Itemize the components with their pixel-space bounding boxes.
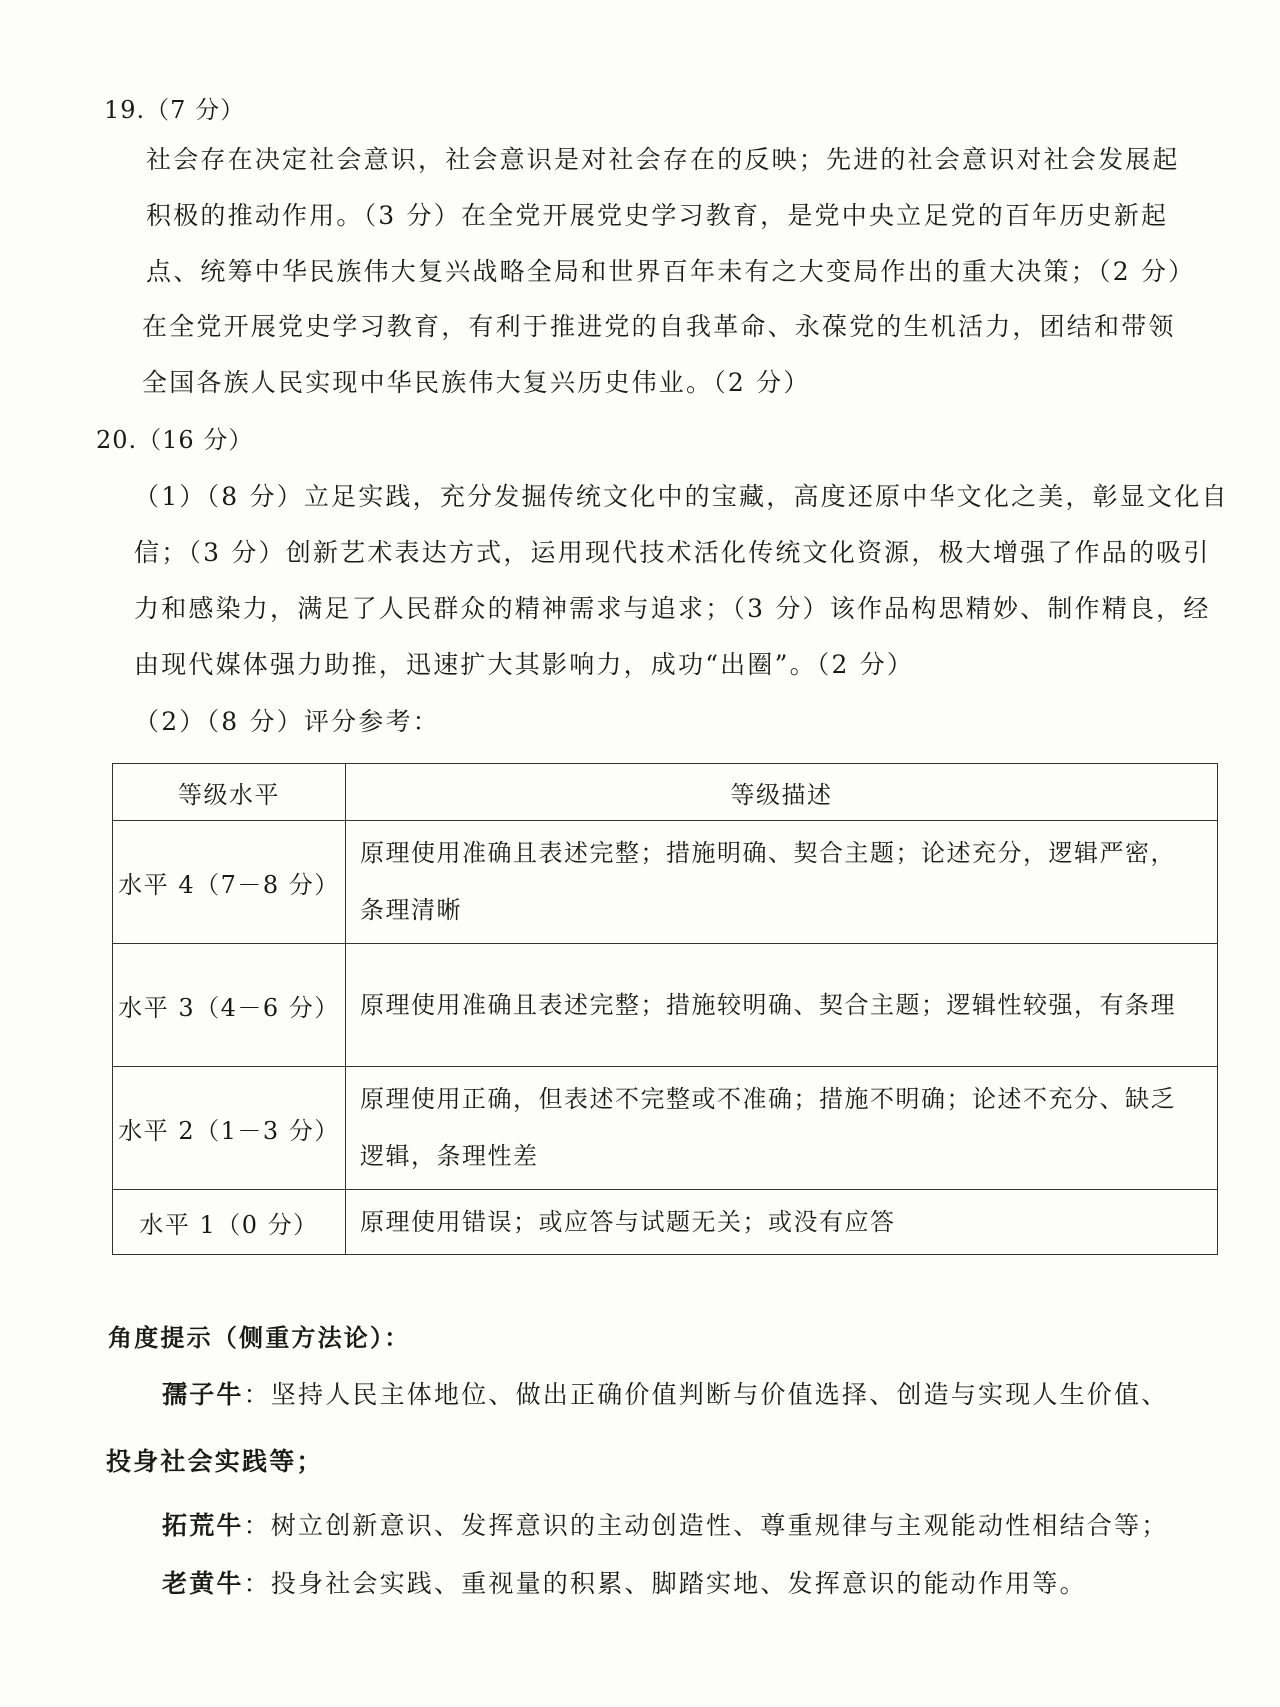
table-header-row [113, 764, 1218, 821]
column-header-level: 等级水平 [113, 764, 346, 821]
question-19-line: 积极的推动作用。（3 分）在全党开展党史学习教育，是党中央立足党的百年历史新起 [146, 201, 1169, 230]
hint-text: ：坚持人民主体地位、做出正确价值判断与价值选择、创造与实现人生价值、 [243, 1380, 1169, 1409]
question-19-line: 全国各族人民实现中华民族伟大复兴历史伟业。（2 分） [142, 368, 811, 397]
question-19-line: 社会存在决定社会意识，社会意识是对社会存在的反映；先进的社会意识对社会发展起 [146, 145, 1180, 174]
hint-label: 老黄牛 [162, 1569, 244, 1598]
question-19-line: 点、统筹中华民族伟大复兴战略全局和世界百年未有之大变局作出的重大决策；（2 分） [146, 257, 1196, 286]
question-20-part1-line: 由现代媒体强力助推，迅速扩大其影响力，成功“出圈”。（2 分） [134, 650, 915, 679]
hint-item [162, 1564, 1087, 1600]
question-19-line: 在全党开展党史学习教育，有利于推进党的自我革命、永葆党的生机活力，团结和带领 [142, 312, 1176, 341]
description-cell: 原理使用准确且表述完整；措施明确、契合主题；论述充分，逻辑严密，条理清晰 [346, 821, 1218, 944]
level-cell: 水平 1（0 分） [113, 1190, 346, 1255]
description-cell: 原理使用准确且表述完整；措施较明确、契合主题；逻辑性较强，有条理 [346, 944, 1218, 1067]
question-19-number: 19.（7 分） [104, 96, 246, 124]
hint-text: ：树立创新意识、发挥意识的主动创造性、尊重规律与主观能动性相结合等； [243, 1511, 1169, 1540]
hint-label: 拓荒牛 [162, 1511, 244, 1540]
description-cell: 原理使用正确，但表述不完整或不准确；措施不明确；论述不充分、缺乏逻辑，条理性差 [346, 1067, 1218, 1190]
question-20-part2-title: （2）（8 分）评分参考： [134, 707, 440, 736]
table-row [113, 944, 1218, 1067]
level-cell: 水平 2（1－3 分） [113, 1067, 346, 1190]
column-header-description: 等级描述 [346, 764, 1218, 821]
question-20-part1-line: （1）（8 分）立足实践，充分发掘传统文化中的宝藏，高度还原中华文化之美，彰显文化自 [134, 482, 1229, 511]
table-row [113, 1067, 1218, 1190]
table-row [113, 1190, 1218, 1255]
hint-text: ：投身社会实践、重视量的积累、脚踏实地、发挥意识的能动作用等。 [243, 1569, 1087, 1598]
hint-label: 孺子牛 [162, 1380, 244, 1409]
scoring-rubric-table [112, 763, 1218, 1255]
level-cell: 水平 3（4－6 分） [113, 944, 346, 1067]
hint-item [162, 1506, 1168, 1542]
question-20-number: 20.（16 分） [96, 426, 254, 454]
level-cell: 水平 4（7－8 分） [113, 821, 346, 944]
question-20-part1-line: 力和感染力，满足了人民群众的精神需求与追求；（3 分）该作品构思精妙、制作精良，经 [134, 594, 1211, 623]
hints-title: 角度提示（侧重方法论）： [108, 1323, 411, 1352]
hint-continuation: 投身社会实践等； [106, 1447, 324, 1476]
hint-item [162, 1375, 1168, 1411]
table-row [113, 821, 1218, 944]
question-20-part1-line: 信；（3 分）创新艺术表达方式，运用现代技术活化传统文化资源，极大增强了作品的吸引 [134, 538, 1211, 567]
description-cell: 原理使用错误；或应答与试题无关；或没有应答 [346, 1190, 1218, 1255]
